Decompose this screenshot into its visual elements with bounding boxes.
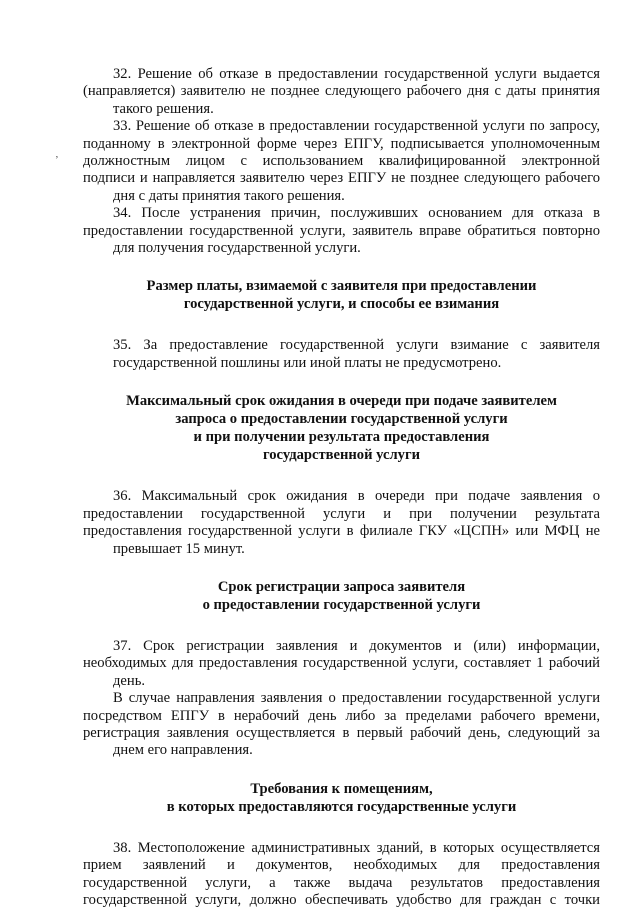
margin-mark: ‚ — [55, 148, 59, 160]
paragraph-34: 34. После устранения причин, послуживших основанием для отказа в предоставлении государственной услуги, заявитель вправе обратиться повторно для получения государственной услуги. — [83, 205, 600, 257]
heading-fee: Размер платы, взимаемой с заявителя при предоставлении государственной услуги, и способы ее взимания — [146, 278, 537, 313]
paragraph-33: 33. Решение об отказе в предоставлении государственной услуги по запросу, поданному в электронной форме через ЕПГУ, подписывается уполномоченным должностным лицом с использованием квалифицированной электронной подписи и направляется заявителю через ЕПГУ не позднее следующего рабочего дня с даты принятия такого решения. — [83, 118, 600, 204]
paragraph-37: 37. Срок регистрации заявления и документов и (или) информации, необходимых для предоставления государственной услуги, составляет 1 рабочий день. — [83, 637, 600, 689]
paragraph-36: 36. Максимальный срок ожидания в очереди при подаче заявления о предоставлении государственной услуги и при получении результата предоставления государственной услуги в филиале ГКУ «ЦСПН» или МФЦ не превышает 15 минут. — [83, 488, 600, 557]
paragraph-35: 35. За предоставление государственной услуги взимание с заявителя государственной пошлины или иной платы не предусмотрено. — [113, 337, 600, 371]
paragraph-32: 32. Решение об отказе в предоставлении государственной услуги выдается (направляется) заявителю не позднее следующего рабочего дня с даты принятия такого решения. — [83, 66, 600, 117]
paragraph-38: 38. Местоположение административных зданий, в которых осуществляется прием заявлений и документов, необходимых для предоставления государственной услуги, а также выдача результатов предоставления государственной услуги, должно обеспечивать удобство для граждан с точки — [83, 839, 600, 908]
paragraph-37-continued: В случае направления заявления о предоставлении государственной услуги посредством ЕПГУ в нерабочий день либо за пределами рабочего времени, регистрация заявления осуществляется в первый рабочий день, следующий за днем его направления. — [83, 690, 600, 759]
heading-queue: Максимальный срок ожидания в очереди при подаче заявителем запроса о предоставлении государственной услуги и при получении результата предоставления государственной услуги — [126, 393, 557, 464]
document-page — [83, 66, 600, 909]
heading-premises: Требования к помещениям, в которых предоставляются государственные услуги — [166, 780, 517, 815]
heading-registration: Срок регистрации запроса заявителя о предоставлении государственной услуги — [202, 578, 481, 613]
